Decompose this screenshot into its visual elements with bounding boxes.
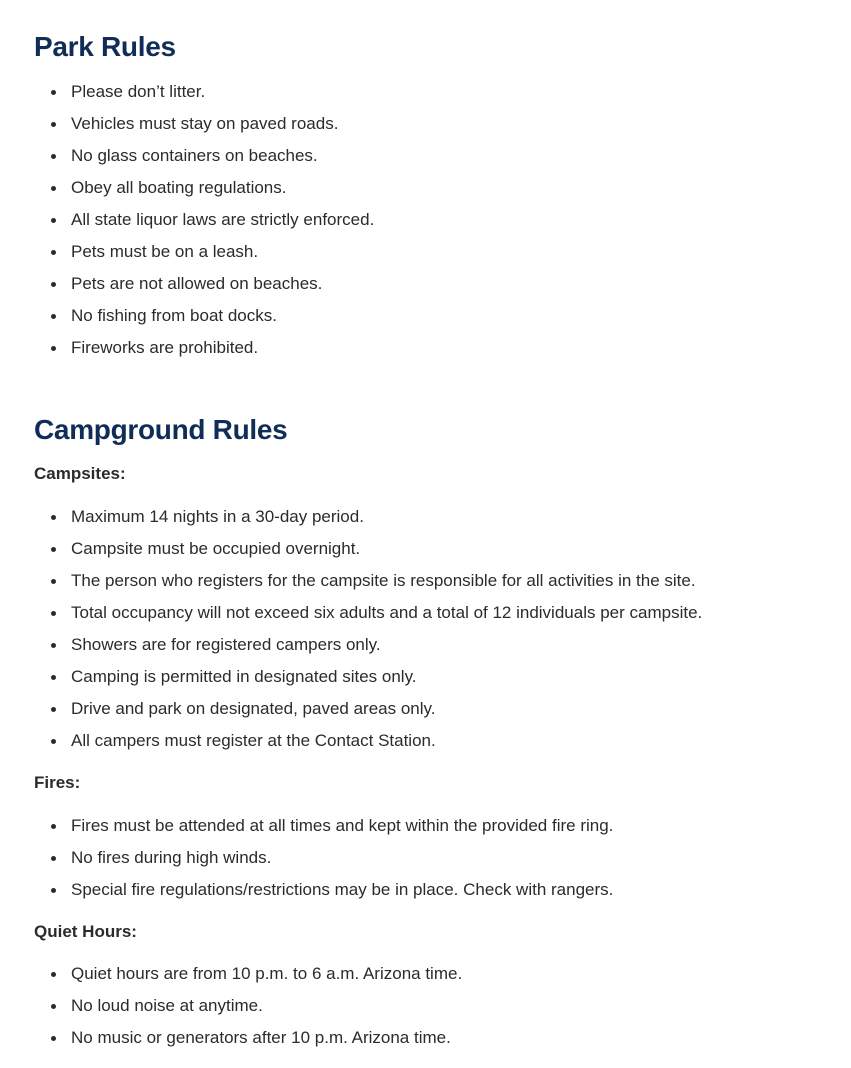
list-item-text: No fires during high winds. [71,848,272,867]
bullet-icon [51,1036,56,1041]
list-item [48,697,702,729]
list-item-text: Campsite must be occupied overnight. [71,539,361,558]
campsites-rules-list [48,505,702,761]
list-item-text: All campers must register at the Contact Station. [71,731,436,750]
list-item [48,240,374,272]
list-item [48,994,462,1026]
bullet-icon [51,186,56,191]
bullet-icon [51,1004,56,1009]
list-item [48,962,462,994]
list-item [48,729,702,761]
list-item-text: Maximum 14 nights in a 30-day period. [71,507,364,526]
campsites-subheading: Campsites: [34,464,126,483]
list-item [48,112,374,144]
fires-subheading: Fires: [34,773,81,792]
list-item-text: Obey all boating regulations. [71,178,287,197]
list-item-text: Camping is permitted in designated sites only. [71,667,417,686]
bullet-icon [51,314,56,319]
list-item-text: The person who registers for the campsite is responsible for all activities in the site. [71,571,696,590]
list-item-text: No loud noise at anytime. [71,996,263,1015]
list-item-text: Pets are not allowed on beaches. [71,274,323,293]
bullet-icon [51,611,56,616]
list-item [48,1026,462,1058]
bullet-icon [51,218,56,223]
list-item [48,304,374,336]
bullet-icon [51,707,56,712]
park-rules-list [48,80,374,368]
bullet-icon [51,972,56,977]
list-item [48,814,613,846]
list-item-text: Total occupancy will not exceed six adults and a total of 12 individuals per campsite. [71,603,703,622]
campground-rules-heading: Campground Rules [34,414,288,445]
list-item [48,80,374,112]
fires-rules-list [48,814,613,910]
list-item [48,208,374,240]
list-item-text: No glass containers on beaches. [71,146,318,165]
bullet-icon [51,90,56,95]
bullet-icon [51,739,56,744]
list-item [48,272,374,304]
list-item [48,846,613,878]
bullet-icon [51,250,56,255]
list-item-text: Special fire regulations/restrictions may be in place. Check with rangers. [71,880,614,899]
bullet-icon [51,154,56,159]
bullet-icon [51,515,56,520]
list-item-text: Vehicles must stay on paved roads. [71,114,339,133]
park-rules-heading: Park Rules [34,31,176,62]
list-item [48,537,702,569]
bullet-icon [51,547,56,552]
bullet-icon [51,282,56,287]
bullet-icon [51,888,56,893]
list-item-text: Please don’t litter. [71,82,206,101]
bullet-icon [51,675,56,680]
list-item-text: Fireworks are prohibited. [71,338,259,357]
list-item-text: No fishing from boat docks. [71,306,277,325]
list-item-text: No music or generators after 10 p.m. Arizona time. [71,1028,451,1047]
quiet-hours-subheading: Quiet Hours: [34,922,137,941]
list-item [48,878,613,910]
bullet-icon [51,643,56,648]
bullet-icon [51,824,56,829]
list-item [48,633,702,665]
list-item [48,176,374,208]
list-item [48,144,374,176]
list-item [48,665,702,697]
list-item-text: Fires must be attended at all times and kept within the provided fire ring. [71,816,614,835]
bullet-icon [51,122,56,127]
list-item [48,601,702,633]
list-item [48,569,702,601]
list-item-text: Pets must be on a leash. [71,242,259,261]
list-item-text: All state liquor laws are strictly enforced. [71,210,375,229]
quiet-hours-rules-list [48,962,462,1058]
list-item-text: Drive and park on designated, paved areas only. [71,699,436,718]
bullet-icon [51,579,56,584]
list-item-text: Quiet hours are from 10 p.m. to 6 a.m. Arizona time. [71,964,463,983]
list-item-text: Showers are for registered campers only. [71,635,381,654]
list-item [48,336,374,368]
bullet-icon [51,856,56,861]
bullet-icon [51,346,56,351]
list-item [48,505,702,537]
